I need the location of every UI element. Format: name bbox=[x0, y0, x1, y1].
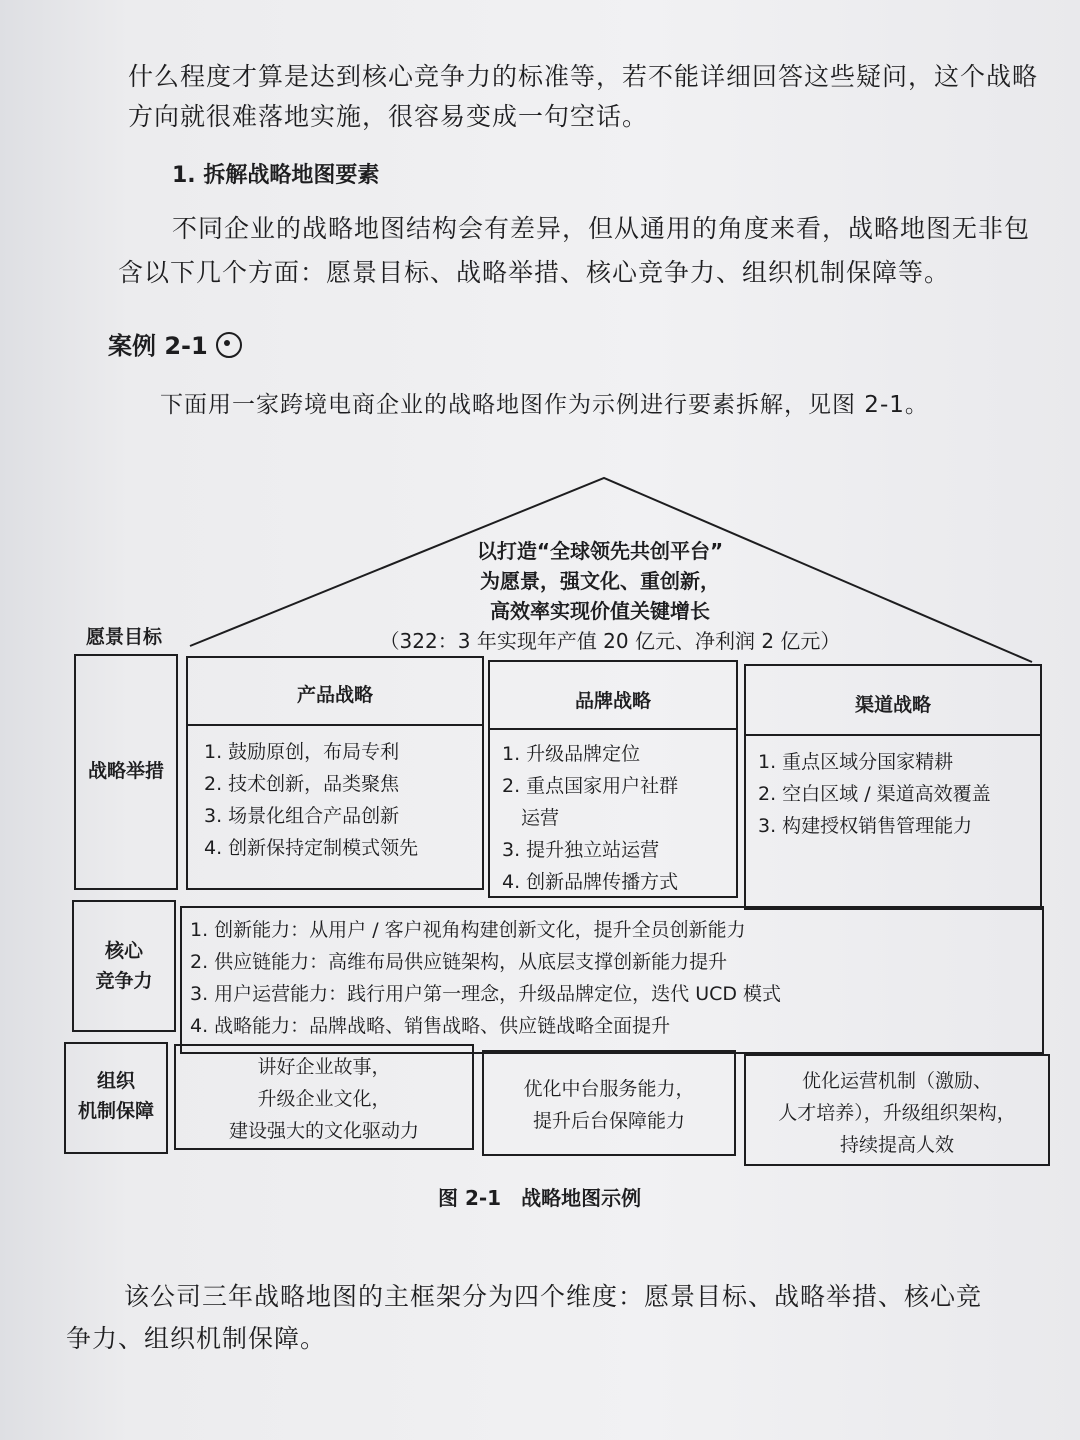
org-label: 组织 bbox=[96, 1070, 135, 1092]
paragraph-line: 争力、组织机制保障。 bbox=[66, 1324, 327, 1353]
figure-caption: 图 2-1 战略地图示例 bbox=[438, 1186, 642, 1210]
list-item: 运营 bbox=[502, 807, 560, 829]
list-item: 4. 创新保持定制模式领先 bbox=[204, 837, 419, 859]
brand-strategy-list bbox=[502, 738, 678, 898]
paragraph-line: 什么程度才算是达到核心竞争力的标准等，若不能详细回答这些疑问，这个战略 bbox=[128, 62, 1039, 91]
org-cell-line: 优化运营机制（激励、 bbox=[801, 1070, 992, 1092]
column-title: 品牌战略 bbox=[574, 690, 651, 712]
strategy-label: 战略举措 bbox=[87, 760, 164, 782]
paragraph-line: 不同企业的战略地图结构会有差异，但从通用的角度来看，战略地图无非包 bbox=[172, 214, 1031, 243]
product-strategy-list bbox=[204, 736, 418, 864]
list-item: 4. 创新品牌传播方式 bbox=[502, 871, 679, 893]
org-cell-line: 人才培养），升级组织架构， bbox=[778, 1102, 1016, 1124]
org-cell-line: 提升后台保障能力 bbox=[532, 1110, 685, 1132]
list-item: 2. 技术创新，品类聚焦 bbox=[204, 773, 400, 795]
vision-line: （322：3 年实现年产值 20 亿元、净利润 2 亿元） bbox=[379, 629, 841, 653]
org-cell-line: 建设强大的文化驱动力 bbox=[228, 1120, 419, 1142]
paragraph-line: 该公司三年战略地图的主框架分为四个维度：愿景目标、战略举措、核心竞 bbox=[124, 1282, 983, 1311]
list-item: 4. 战略能力：品牌战略、销售战略、供应链战略全面提升 bbox=[190, 1015, 671, 1037]
vision-label: 愿景目标 bbox=[86, 626, 163, 648]
core-label: 竞争力 bbox=[95, 970, 153, 992]
list-item: 1. 重点区域分国家精耕 bbox=[758, 751, 954, 773]
channel-strategy-list bbox=[758, 746, 991, 842]
column-title: 产品战略 bbox=[296, 684, 373, 706]
case-label-text: 案例 2-1 bbox=[108, 332, 208, 360]
list-item: 3. 场景化组合产品创新 bbox=[204, 805, 400, 827]
core-label: 核心 bbox=[104, 940, 143, 962]
list-item: 2. 供应链能力：高维布局供应链架构，从底层支撑创新能力提升 bbox=[190, 951, 728, 973]
org-cell-line: 升级企业文化， bbox=[257, 1088, 391, 1110]
core-competence-list bbox=[190, 914, 781, 1042]
section-heading: 1. 拆解战略地图要素 bbox=[172, 163, 380, 188]
list-item: 3. 提升独立站运营 bbox=[502, 839, 660, 861]
list-item: 1. 升级品牌定位 bbox=[502, 743, 641, 765]
list-item: 1. 鼓励原创，布局专利 bbox=[204, 741, 400, 763]
list-item: 2. 重点国家用户社群 bbox=[502, 775, 679, 797]
org-cell-line: 持续提高人效 bbox=[839, 1134, 954, 1156]
paragraph-line: 方向就很难落地实施，很容易变成一句空话。 bbox=[128, 102, 649, 131]
org-label: 机制保障 bbox=[77, 1100, 154, 1122]
list-item: 1. 创新能力：从用户 / 客户视角构建创新文化，提升全员创新能力 bbox=[190, 919, 746, 941]
vision-line: 高效率实现价值关键增长 bbox=[490, 599, 710, 623]
paragraph-line: 含以下几个方面：愿景目标、战略举措、核心竞争力、组织机制保障等。 bbox=[118, 258, 951, 287]
vision-line: 以打造“全球领先共创平台” bbox=[476, 539, 724, 563]
list-item: 2. 空白区域 / 渠道高效覆盖 bbox=[758, 783, 991, 805]
column-title: 渠道战略 bbox=[854, 694, 931, 716]
org-cell-line: 优化中台服务能力， bbox=[523, 1078, 695, 1100]
list-item: 3. 用户运营能力：践行用户第一理念，升级品牌定位，迭代 UCD 模式 bbox=[190, 983, 782, 1005]
vision-line: 为愿景，强文化、重创新， bbox=[480, 569, 720, 593]
case-sentence: 下面用一家跨境电商企业的战略地图作为示例进行要素拆解，见图 2-1。 bbox=[160, 392, 929, 418]
org-cell-line: 讲好企业故事， bbox=[257, 1056, 391, 1078]
list-item: 3. 构建授权销售管理能力 bbox=[758, 815, 973, 837]
